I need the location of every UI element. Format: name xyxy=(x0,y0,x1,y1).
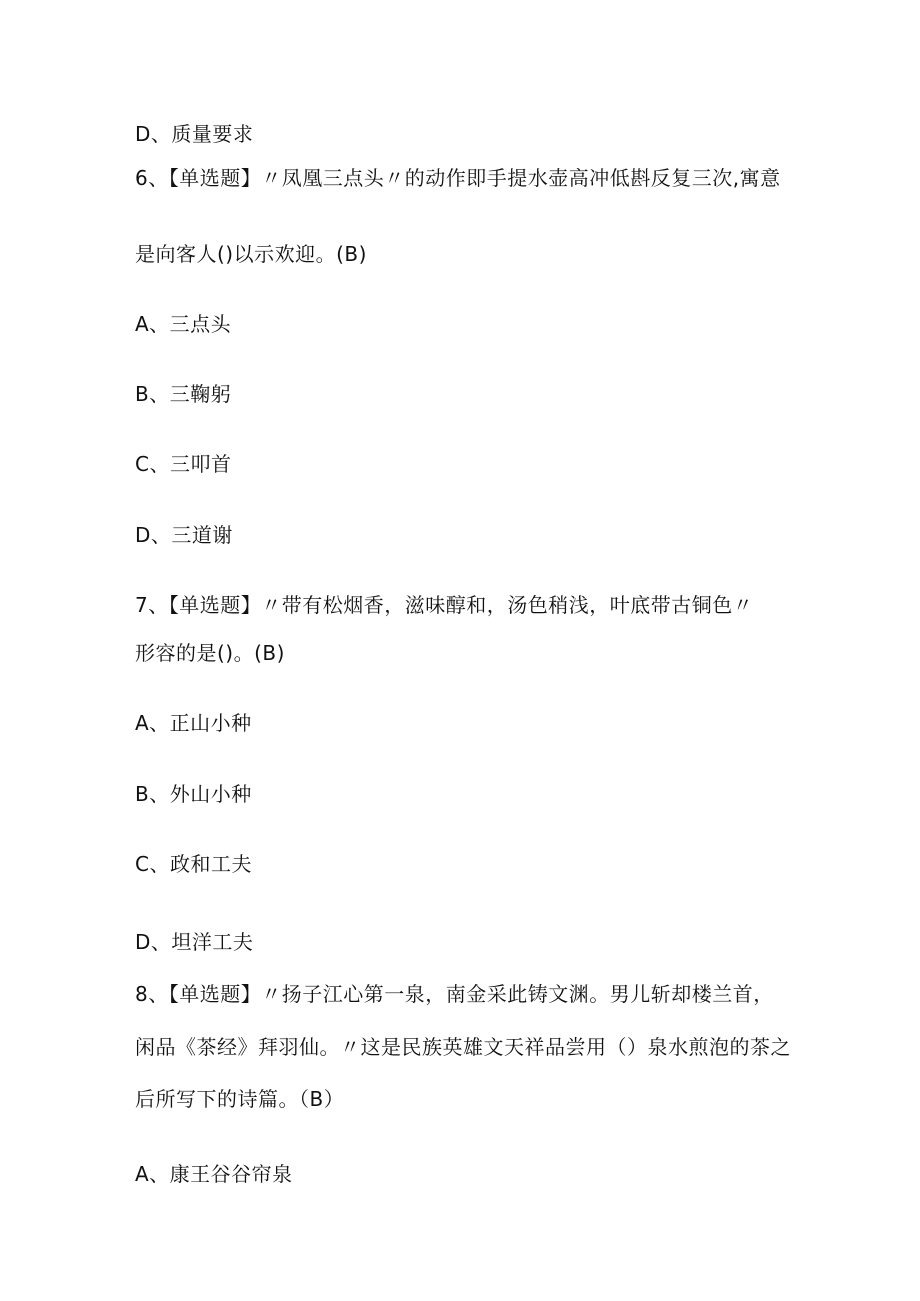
q7-question-line-1: 7、【单选题】〃带有松烟香，滋味醇和，汤色稍浅，叶底带古铜色〃 xyxy=(135,593,754,617)
q8-question-line-3: 后所写下的诗篇。（B） xyxy=(135,1087,345,1111)
q6-option-c: C、三叩首 xyxy=(135,452,232,476)
q6-option-a: A、三点头 xyxy=(135,312,232,336)
q8-question-line-1: 8、【单选题】〃扬子江心第一泉，南金采此铸文渊。男儿斩却楼兰首， xyxy=(135,982,774,1006)
q6-question-line-2: 是向客人()以示欢迎。(B) xyxy=(135,242,367,266)
q7-question-line-2: 形容的是()。(B) xyxy=(135,641,285,665)
q7-option-c: C、政和工夫 xyxy=(135,852,252,876)
q6-option-b: B、三鞠躬 xyxy=(135,382,232,406)
q8-option-a: A、康王谷谷帘泉 xyxy=(135,1162,293,1186)
q6-option-d: D、三道谢 xyxy=(135,523,233,547)
q7-option-b: B、外山小种 xyxy=(135,782,252,806)
q8-question-line-2: 闲品《茶经》拜羽仙。〃这是民族英雄文天祥品尝用（）泉水煎泡的茶之 xyxy=(135,1035,791,1059)
q7-option-d: D、坦洋工夫 xyxy=(135,930,254,954)
q7-option-a: A、正山小种 xyxy=(135,711,252,735)
q6-question-line-1: 6、【单选题】〃凤凰三点头〃的动作即手提水壶高冲低斟反复三次,寓意 xyxy=(135,166,781,190)
q5-option-d: D、质量要求 xyxy=(135,122,254,146)
